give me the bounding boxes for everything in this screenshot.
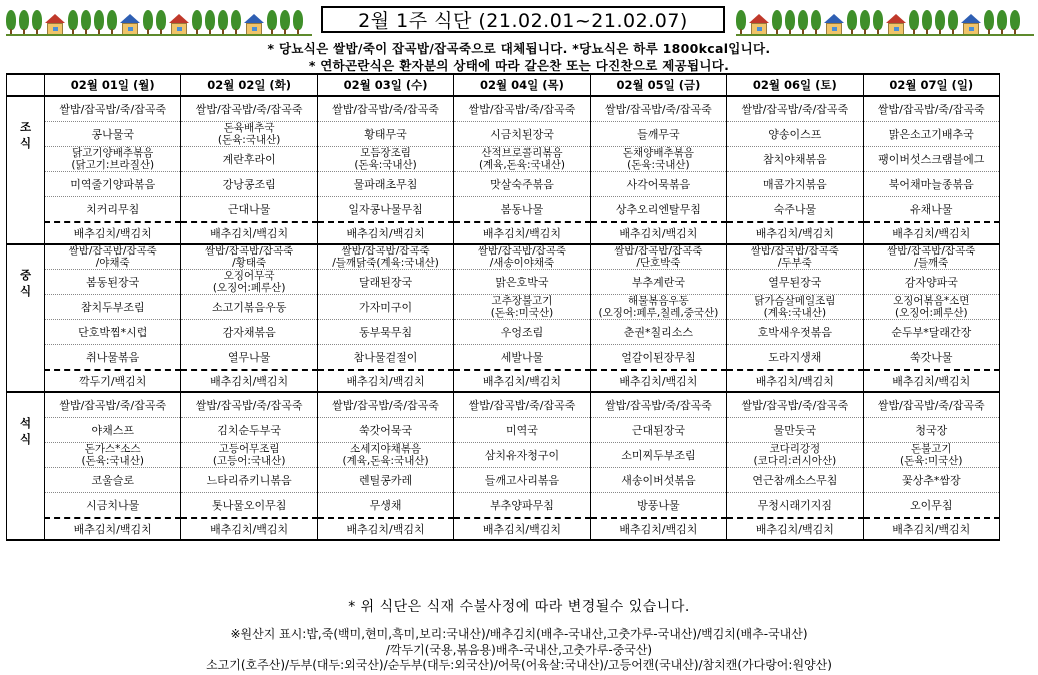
house-icon: [961, 14, 981, 36]
menu-cell: 참치야채볶음: [727, 147, 863, 172]
tree-icon: [997, 10, 1007, 36]
menu-cell: 호박새우젓볶음: [727, 320, 863, 345]
tree-icon: [909, 10, 919, 36]
house-icon: [45, 14, 65, 36]
menu-cell: 배추김치/백김치: [317, 370, 453, 392]
tree-icon: [156, 10, 166, 36]
menu-cell: 배추김치/백김치: [454, 518, 590, 540]
day-header-row: [7, 74, 1000, 96]
menu-row: [7, 468, 1000, 493]
menu-cell: 소미찌두부조림: [590, 443, 726, 468]
menu-cell: 쌀밥/잡곡밥/잡곡죽 /단호박죽: [590, 244, 726, 270]
menu-cell: 물만둣국: [727, 418, 863, 443]
menu-cell: 물파래초무침: [317, 172, 453, 197]
tree-icon: [736, 10, 746, 36]
day-header: 02월 04일 (목): [454, 74, 590, 96]
meal-label: [7, 392, 45, 540]
weekly-menu-table: [6, 73, 1000, 541]
tree-icon: [873, 10, 883, 36]
menu-cell: 우엉조림: [454, 320, 590, 345]
menu-cell: 무청시래기지짐: [727, 493, 863, 519]
day-header: 02월 02일 (화): [181, 74, 317, 96]
origin-notice-line-2: /깍두기(국용,볶음용)배추-국내산,고춧가루-중국산): [385, 643, 653, 657]
menu-cell: 열무된장국: [727, 270, 863, 295]
menu-cell: 배추김치/백김치: [727, 518, 863, 540]
menu-cell: 콩나물국: [45, 122, 181, 147]
menu-cell: 배추김치/백김치: [45, 222, 181, 244]
house-icon: [886, 14, 906, 36]
menu-cell: 순두부*달래간장: [863, 320, 999, 345]
tree-icon: [1010, 10, 1020, 36]
menu-cell: 배추김치/백김치: [181, 370, 317, 392]
menu-cell: 배추김치/백김치: [590, 222, 726, 244]
tree-icon: [798, 10, 808, 36]
menu-cell: 쌀밥/잡곡밥/죽/잡곡죽: [454, 96, 590, 122]
menu-cell: 도라지생채: [727, 345, 863, 371]
menu-cell: 동부묵무침: [317, 320, 453, 345]
menu-cell: 배추김치/백김치: [590, 518, 726, 540]
header-corner: [7, 74, 45, 96]
page-title: 2월 1주 식단 (21.02.01~21.02.07): [321, 6, 725, 33]
tree-icon: [19, 10, 29, 36]
menu-cell: 오징어볶음*소면 (오징어:페루산): [863, 295, 999, 320]
menu-cell: 소세지야채볶음 (계육,돈육:국내산): [317, 443, 453, 468]
menu-cell: 시금치나물: [45, 493, 181, 519]
menu-cell: 배추김치/백김치: [590, 370, 726, 392]
menu-cell: 쌀밥/잡곡밥/죽/잡곡죽: [863, 392, 999, 418]
menu-cell: 얼갈이된장무침: [590, 345, 726, 371]
menu-cell: 배추김치/백김치: [45, 518, 181, 540]
tree-icon: [218, 10, 228, 36]
menu-cell: 소고기볶음우동: [181, 295, 317, 320]
menu-cell: 사각어묵볶음: [590, 172, 726, 197]
meal-label-top: 조: [19, 120, 32, 134]
meal-label-bottom: 식: [19, 432, 32, 446]
meal-label: [7, 244, 45, 392]
menu-cell: 오이무침: [863, 493, 999, 519]
menu-cell: 렌틸콩카레: [317, 468, 453, 493]
menu-cell: 근대나물: [181, 197, 317, 223]
decorative-banner-left: [6, 0, 312, 36]
decorative-banner-right: [736, 0, 1034, 36]
menu-cell: 미역국: [454, 418, 590, 443]
menu-cell: 야채스프: [45, 418, 181, 443]
menu-row: [7, 418, 1000, 443]
menu-cell: 쌀밥/잡곡밥/죽/잡곡죽: [45, 96, 181, 122]
menu-cell: 맑은소고기배추국: [863, 122, 999, 147]
menu-cell: 쌀밥/잡곡밥/잡곡죽 /야채죽: [45, 244, 181, 270]
menu-cell: 강낭콩조림: [181, 172, 317, 197]
menu-cell: 감자양파국: [863, 270, 999, 295]
day-header: 02월 06일 (토): [727, 74, 863, 96]
menu-cell: 쌀밥/잡곡밥/죽/잡곡죽: [590, 392, 726, 418]
menu-cell: 참치두부조림: [45, 295, 181, 320]
menu-body: [7, 96, 1000, 540]
menu-cell: 배추김치/백김치: [863, 222, 999, 244]
tree-icon: [785, 10, 795, 36]
menu-cell: 코울슬로: [45, 468, 181, 493]
menu-cell: 배추김치/백김치: [317, 518, 453, 540]
meal-label-bottom: 식: [19, 136, 32, 150]
menu-cell: 쌀밥/잡곡밥/죽/잡곡죽: [45, 392, 181, 418]
menu-cell: 돈육배추국 (돈육:국내산): [181, 122, 317, 147]
menu-row: [7, 295, 1000, 320]
menu-row: [7, 493, 1000, 519]
menu-cell: 코다리강정 (코다리:러시아산): [727, 443, 863, 468]
house-icon: [749, 14, 769, 36]
menu-cell: 봄동나물: [454, 197, 590, 223]
menu-cell: 계란후라이: [181, 147, 317, 172]
menu-cell: 청국장: [863, 418, 999, 443]
menu-cell: 산적브로콜리볶음 (계육,돈육:국내산): [454, 147, 590, 172]
menu-cell: 해물볶음우동 (오징어:페루,칠레,중국산): [590, 295, 726, 320]
tree-icon: [293, 10, 303, 36]
menu-cell: 쌀밥/잡곡밥/죽/잡곡죽: [727, 392, 863, 418]
tree-icon: [192, 10, 202, 36]
menu-cell: 맛살숙주볶음: [454, 172, 590, 197]
origin-notice-line-3: 소고기(호주산)/두부(대두:외국산)/순두부(대두:외국산)/어묵(어육살:국내산)/고등어캔(국내산)/참치캔(가다랑어:원양산): [206, 658, 832, 672]
tree-icon: [772, 10, 782, 36]
menu-cell: 꽃상추*쌈장: [863, 468, 999, 493]
tree-icon: [205, 10, 215, 36]
menu-cell: 팽이버섯스크램블에그: [863, 147, 999, 172]
meal-label-bottom: 식: [19, 284, 32, 298]
day-header: 02월 05일 (금): [590, 74, 726, 96]
house-icon: [169, 14, 189, 36]
tree-icon: [280, 10, 290, 36]
menu-cell: 고등어무조림 (고등어:국내산): [181, 443, 317, 468]
menu-cell: 치커리무침: [45, 197, 181, 223]
menu-cell: 모듬장조림 (돈육:국내산): [317, 147, 453, 172]
origin-notice-line-1: ※원산지 표시:밥,죽(백미,현미,흑미,보리:국내산)/배추김치(배추-국내산,고춧가루-국내산)/백김치(배추-국내산): [230, 627, 808, 641]
menu-cell: 북어채마늘종볶음: [863, 172, 999, 197]
menu-cell: 쌀밥/잡곡밥/잡곡죽 /새송이야채죽: [454, 244, 590, 270]
menu-cell: 깍두기/백김치: [45, 370, 181, 392]
menu-row: [7, 518, 1000, 540]
menu-row: [7, 172, 1000, 197]
menu-cell: 들깨무국: [590, 122, 726, 147]
house-icon: [120, 14, 140, 36]
house-icon: [824, 14, 844, 36]
menu-row: [7, 222, 1000, 244]
menu-cell: 양송이스프: [727, 122, 863, 147]
menu-cell: 닭가슴살메일조림 (계육:국내산): [727, 295, 863, 320]
menu-row: [7, 370, 1000, 392]
menu-cell: 배추김치/백김치: [727, 222, 863, 244]
tree-icon: [231, 10, 241, 36]
menu-cell: 쌀밥/잡곡밥/잡곡죽 /두부죽: [727, 244, 863, 270]
menu-cell: 부추계란국: [590, 270, 726, 295]
menu-cell: 쌀밥/잡곡밥/죽/잡곡죽: [590, 96, 726, 122]
menu-row: [7, 443, 1000, 468]
menu-row: [7, 345, 1000, 371]
menu-cell: 배추김치/백김치: [727, 370, 863, 392]
tree-icon: [948, 10, 958, 36]
menu-cell: 연근참깨소스무침: [727, 468, 863, 493]
menu-cell: 배추김치/백김치: [863, 370, 999, 392]
menu-cell: 닭고기양배추볶음 (닭고기:브라질산): [45, 147, 181, 172]
tree-icon: [267, 10, 277, 36]
menu-cell: 황태무국: [317, 122, 453, 147]
tree-icon: [107, 10, 117, 36]
menu-cell: 시금치된장국: [454, 122, 590, 147]
tree-icon: [984, 10, 994, 36]
menu-cell: 쌀밥/잡곡밥/죽/잡곡죽: [317, 392, 453, 418]
menu-cell: 근대된장국: [590, 418, 726, 443]
notice-dysphagia: * 연하곤란식은 환자분의 상태에 따라 갈은찬 또는 다진찬으로 제공됩니다.: [308, 58, 730, 73]
menu-cell: 가자미구이: [317, 295, 453, 320]
menu-cell: 부추양파무침: [454, 493, 590, 519]
menu-cell: 참나물겉절이: [317, 345, 453, 371]
menu-cell: 돈불고기 (돈육:미국산): [863, 443, 999, 468]
meal-label-top: 석: [19, 416, 32, 430]
menu-cell: 매콤가지볶음: [727, 172, 863, 197]
menu-cell: 배추김치/백김치: [454, 370, 590, 392]
menu-cell: 배추김치/백김치: [181, 518, 317, 540]
menu-row: [7, 122, 1000, 147]
meal-label: [7, 96, 45, 244]
menu-cell: 쌀밥/잡곡밥/죽/잡곡죽: [181, 96, 317, 122]
tree-icon: [935, 10, 945, 36]
menu-cell: 배추김치/백김치: [317, 222, 453, 244]
menu-cell: 김치순두부국: [181, 418, 317, 443]
menu-cell: 쌀밥/잡곡밥/죽/잡곡죽: [863, 96, 999, 122]
menu-cell: 톳나물오이무침: [181, 493, 317, 519]
menu-cell: 쌀밥/잡곡밥/죽/잡곡죽: [317, 96, 453, 122]
day-header: 02월 01일 (월): [45, 74, 181, 96]
change-notice: * 위 식단은 식재 수불사정에 따라 변경될수 있습니다.: [348, 599, 690, 615]
menu-cell: 배추김치/백김치: [863, 518, 999, 540]
menu-row: [7, 392, 1000, 418]
tree-icon: [922, 10, 932, 36]
tree-icon: [847, 10, 857, 36]
menu-cell: 쌀밥/잡곡밥/잡곡죽 /들깨죽: [863, 244, 999, 270]
menu-cell: 돈가스*소스 (돈육:국내산): [45, 443, 181, 468]
menu-cell: 춘권*칠리소스: [590, 320, 726, 345]
tree-icon: [94, 10, 104, 36]
menu-cell: 오징어무국 (오징어:페루산): [181, 270, 317, 295]
menu-cell: 단호박찜*시럽: [45, 320, 181, 345]
menu-row: [7, 320, 1000, 345]
menu-cell: 새송이버섯볶음: [590, 468, 726, 493]
menu-cell: 고추장불고기 (돈육:미국산): [454, 295, 590, 320]
tree-icon: [860, 10, 870, 36]
tree-icon: [143, 10, 153, 36]
menu-cell: 무생채: [317, 493, 453, 519]
menu-cell: 유채나물: [863, 197, 999, 223]
day-header: 02월 03일 (수): [317, 74, 453, 96]
menu-cell: 맑은호박국: [454, 270, 590, 295]
menu-cell: 달래된장국: [317, 270, 453, 295]
menu-row: [7, 197, 1000, 223]
menu-cell: 미역줄기양파볶음: [45, 172, 181, 197]
meal-label-top: 중: [19, 268, 32, 282]
menu-row: [7, 244, 1000, 270]
menu-cell: 취나물볶음: [45, 345, 181, 371]
menu-cell: 상추오리엔탈무침: [590, 197, 726, 223]
menu-row: [7, 270, 1000, 295]
menu-cell: 삼치유자청구이: [454, 443, 590, 468]
menu-cell: 세발나물: [454, 345, 590, 371]
menu-cell: 쌀밥/잡곡밥/죽/잡곡죽: [181, 392, 317, 418]
menu-cell: 들깨고사리볶음: [454, 468, 590, 493]
menu-cell: 열무나물: [181, 345, 317, 371]
menu-cell: 쌀밥/잡곡밥/죽/잡곡죽: [727, 96, 863, 122]
menu-cell: 쌀밥/잡곡밥/잡곡죽 /들깨닭죽(계육:국내산): [317, 244, 453, 270]
tree-icon: [32, 10, 42, 36]
tree-icon: [68, 10, 78, 36]
grass-line-left: [6, 34, 312, 36]
tree-icon: [811, 10, 821, 36]
menu-cell: 숙주나물: [727, 197, 863, 223]
menu-cell: 쑥갓어묵국: [317, 418, 453, 443]
notice-diabetic: * 당뇨식은 쌀밥/죽이 잡곡밥/잡곡죽으로 대체됩니다. *당뇨식은 하루 1800kcal입니다.: [267, 41, 771, 56]
tree-icon: [6, 10, 16, 36]
grass-line-right: [736, 34, 1034, 36]
menu-cell: 배추김치/백김치: [454, 222, 590, 244]
menu-cell: 일자콩나물무침: [317, 197, 453, 223]
menu-cell: 봄동된장국: [45, 270, 181, 295]
menu-row: [7, 96, 1000, 122]
menu-cell: 방풍나물: [590, 493, 726, 519]
menu-row: [7, 147, 1000, 172]
menu-cell: 느타리쥬키니볶음: [181, 468, 317, 493]
menu-cell: 쌀밥/잡곡밥/죽/잡곡죽: [454, 392, 590, 418]
house-icon: [244, 14, 264, 36]
menu-cell: 돈채양배추볶음 (돈육:국내산): [590, 147, 726, 172]
menu-cell: 쌀밥/잡곡밥/잡곡죽 /황태죽: [181, 244, 317, 270]
menu-cell: 감자채볶음: [181, 320, 317, 345]
menu-cell: 쑥갓나물: [863, 345, 999, 371]
tree-icon: [81, 10, 91, 36]
menu-cell: 배추김치/백김치: [181, 222, 317, 244]
day-header: 02월 07일 (일): [863, 74, 999, 96]
